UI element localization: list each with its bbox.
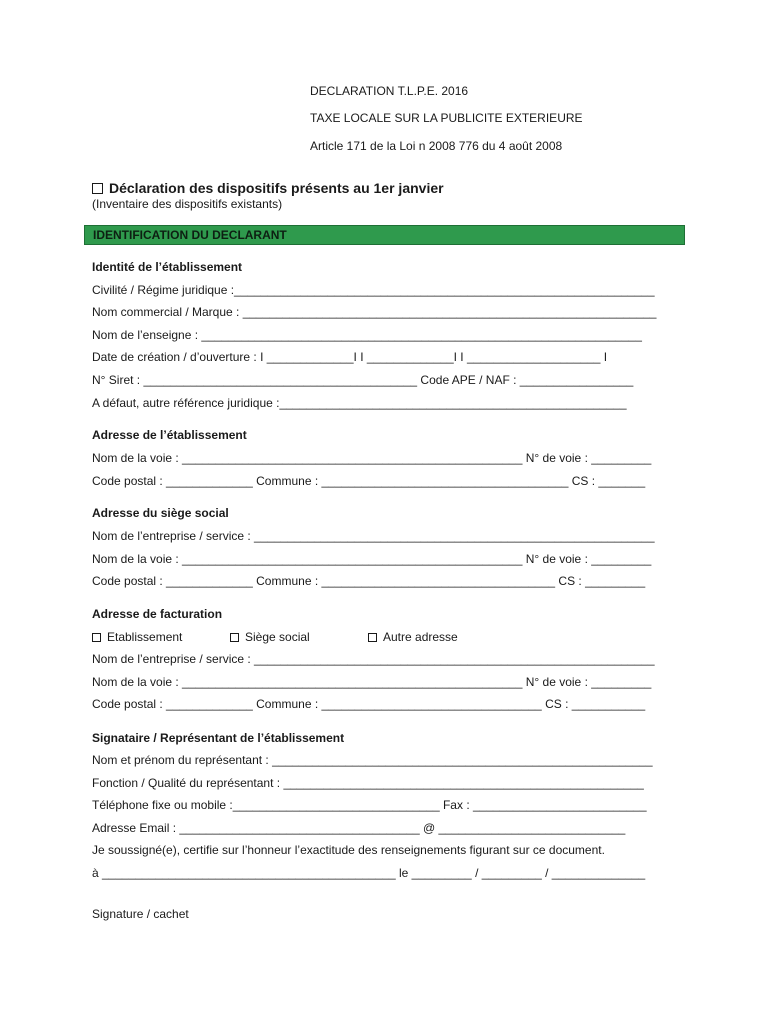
autre-reference-label: A défaut, autre référence juridique :____________________________________________________ [92,396,627,410]
civilite-field[interactable] [92,283,655,297]
section-heading-signataire: Signataire / Représentant de l’établissement [92,731,345,745]
section-heading-adresse-etablissement: Adresse de l’établissement [92,428,247,442]
enseigne-label: Nom de l’enseigne : __________________________________________________________________ [92,328,642,342]
tax-title: TAXE LOCALE SUR LA PUBLICITE EXTERIEURE [310,111,583,125]
civilite-label: Civilité / Régime juridique :_______________________________________________________________ [92,283,655,297]
certification-statement: Je soussigné(e), certifie sur l’honneur l’exactitude des renseignements figurant sur ce document. [92,843,605,857]
etab-voie-field[interactable] [92,451,651,465]
date-creation-field[interactable] [92,350,607,364]
declaration-option[interactable] [92,180,444,196]
facturation-code-postal-field[interactable] [92,697,645,711]
checkbox-icon[interactable] [368,633,377,642]
siege-voie-field[interactable] [92,552,651,566]
telephone-field[interactable] [92,798,647,812]
checkbox-icon[interactable] [230,633,239,642]
checkbox-icon[interactable] [92,633,101,642]
section-heading-siege: Adresse du siège social [92,506,229,520]
nom-commercial-label: Nom commercial / Marque : ______________________________________________________________ [92,305,657,319]
checkbox-icon[interactable] [92,183,103,194]
section-band: IDENTIFICATION DU DECLARANT [84,225,685,245]
facturation-voie-label: Nom de la voie : ___________________________________________________ N° de voie : _________ [92,675,652,689]
facturation-entreprise-label: Nom de l’entreprise / service : ____________________________________________________________ [92,652,655,666]
signature-label: Signature / cachet [92,907,189,921]
date-creation-label: Date de création / d’ouverture : I _____________I I _____________I I ____________________ I [92,350,608,364]
enseigne-field[interactable] [92,328,642,342]
lieu-date-field[interactable] [92,866,645,880]
siege-code-postal-field[interactable] [92,574,645,588]
section-heading-identite: Identité de l’établissement [92,260,243,274]
option-autre-adresse[interactable] [368,630,458,644]
etab-code-postal-field[interactable] [92,474,645,488]
siege-entreprise-field[interactable] [92,529,655,543]
declaration-option-label: Déclaration des dispositifs présents au 1er janvier [109,180,444,196]
option-siege-social-label: Siège social [245,630,310,644]
email-field[interactable] [92,821,625,835]
declaration-subtitle: (Inventaire des dispositifs existants) [92,197,283,211]
etab-voie-label: Nom de la voie : ___________________________________________________ N° de voie : _________ [92,451,652,465]
facturation-voie-field[interactable] [92,675,651,689]
siret-field[interactable] [92,373,633,387]
declaration-title: DECLARATION T.L.P.E. 2016 [310,84,469,98]
etab-code-postal-label: Code postal : _____________ Commune : _____________________________________ CS : _______ [92,474,646,488]
email-label: Adresse Email : ____________________________________ @ ____________________________ [92,821,626,835]
siege-voie-label: Nom de la voie : ___________________________________________________ N° de voie : _________ [92,552,652,566]
nom-commercial-field[interactable] [92,305,656,319]
representant-fonction-field[interactable] [92,776,644,790]
facturation-entreprise-field[interactable] [92,652,655,666]
autre-reference-field[interactable] [92,396,627,410]
option-etablissement-label: Etablissement [107,630,183,644]
siege-entreprise-label: Nom de l’entreprise / service : ____________________________________________________________ [92,529,655,543]
lieu-date-label: à ____________________________________________ le _________ / _________ / ______________ [92,866,646,880]
representant-fonction-label: Fonction / Qualité du représentant : ______________________________________________________ [92,776,644,790]
siege-code-postal-label: Code postal : _____________ Commune : ___________________________________ CS : _________ [92,574,646,588]
representant-nom-field[interactable] [92,753,653,767]
telephone-label: Téléphone fixe ou mobile :_______________________________ Fax : __________________________ [92,798,647,812]
section-heading-facturation: Adresse de facturation [92,607,223,621]
option-autre-adresse-label: Autre adresse [383,630,458,644]
siret-label: N° Siret : _________________________________________ Code APE / NAF : _________________ [92,373,634,387]
option-siege-social[interactable] [230,630,310,644]
article-reference: Article 171 de la Loi n 2008 776 du 4 août 2008 [310,139,563,153]
representant-nom-label: Nom et prénom du représentant : _________________________________________________________ [92,753,653,767]
facturation-code-postal-label: Code postal : _____________ Commune : _________________________________ CS : ___________ [92,697,646,711]
option-etablissement[interactable] [92,630,182,644]
